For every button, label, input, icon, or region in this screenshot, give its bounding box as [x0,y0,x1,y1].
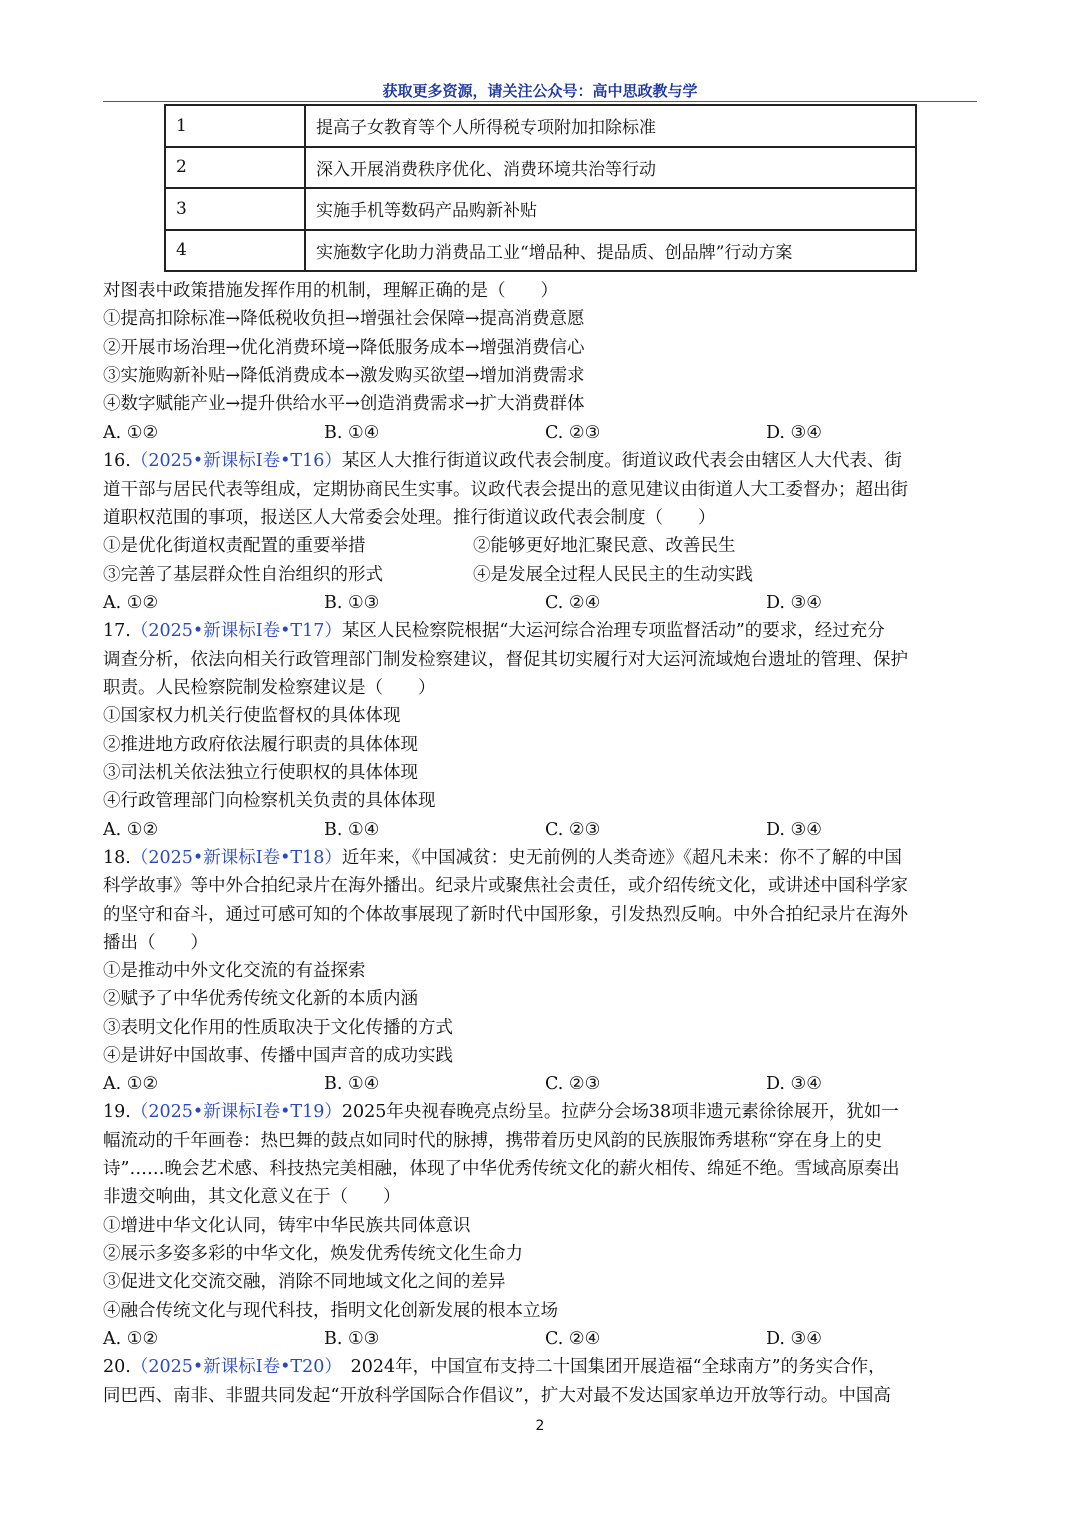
table-cell-num: 3 [165,188,305,230]
q16-item: ①是优化街道权责配置的重要举措 [103,536,366,556]
q20-stem-line [103,1353,980,1381]
q16-stem-line: 道干部与居民代表等组成，定期协商民生实事。议政代表会提出的意见建议由街道人大工委督办；超出街 [103,480,908,500]
q18-options [103,1070,980,1098]
q18-stem-line [103,844,980,872]
page-number: 2 [535,1418,545,1434]
q19-stem-line: 幅流动的千年画卷：热巴舞的鼓点如同时代的脉搏，携带着历史风韵的民族服饰秀堪称“穿在身上的史 [103,1131,882,1151]
option-d: D. ③④ [766,1329,822,1349]
option-a: A. ①② [103,820,159,840]
q16-item: ③完善了基层群众性自治组织的形式 [103,565,383,585]
policy-table [164,104,917,272]
q16-item: ④是发展全过程人民民主的生动实践 [473,565,753,585]
option-b: B. ①④ [324,820,380,840]
option-c: C. ②④ [545,1329,601,1349]
q16-items-row [103,532,980,560]
q19-item: ④融合传统文化与现代科技，指明文化创新发展的根本立场 [103,1301,558,1321]
option-d: D. ③④ [766,593,822,613]
page-header: 获取更多资源，请关注公众号：高中思政教与学 [382,82,698,100]
q15-item: ③实施购新补贴→降低消费成本→激发购买欲望→增加消费需求 [103,366,585,386]
q16-items-row [103,561,980,589]
q15-stem: 对图表中政策措施发挥作用的机制，理解正确的是（ ） [103,281,558,301]
q20-stem-line: 同巴西、南非、非盟共同发起“开放科学国际合作倡议”，扩大对最不发达国家单边开放等行动。中国高 [103,1386,891,1406]
option-c: C. ②④ [545,593,601,613]
question-source: （2025•新课标Ⅰ卷•T16） [130,451,342,471]
option-d: D. ③④ [766,1074,822,1094]
question-text: 2025年央视春晚亮点纷呈。拉萨分会场38项非遗元素徐徐展开，犹如一 [341,1102,899,1122]
q16-stem-line: 道职权范围的事项，报送区人大常委会处理。推行街道议政代表会制度（ ） [103,508,716,528]
q17-options [103,816,980,844]
question-number: 19. [103,1102,131,1122]
option-b: B. ①③ [324,593,380,613]
q19-item: ②展示多姿多彩的中华文化，焕发优秀传统文化生命力 [103,1244,523,1264]
q17-item: ④行政管理部门向检察机关负责的具体体现 [103,791,436,811]
q17-stem-line [103,617,980,645]
q19-stem-line: 非遗交响曲，其文化意义在于（ ） [103,1187,401,1207]
q17-stem-line: 职责。人民检察院制发检察建议是（ ） [103,678,436,698]
table-row [165,230,916,272]
table-row [165,188,916,230]
question-number: 20. [103,1357,131,1377]
q15-item: ①提高扣除标准→降低税收负担→增强社会保障→提高消费意愿 [103,309,585,329]
q18-stem-line: 科学故事》等中外合拍纪录片在海外播出。纪录片或聚焦社会责任，或介绍传统文化，或讲述中国科学家 [103,876,908,896]
option-a: A. ①② [103,423,159,443]
q18-stem-line: 播出（ ） [103,933,208,953]
q17-item: ①国家权力机关行使监督权的具体体现 [103,706,401,726]
q19-item: ③促进文化交流交融，消除不同地域文化之间的差异 [103,1272,506,1292]
q19-options [103,1325,980,1353]
option-c: C. ②③ [545,820,601,840]
question-number: 16. [103,451,131,471]
question-source: （2025•新课标Ⅰ卷•T18） [130,848,342,868]
table-row [165,147,916,189]
q17-item: ②推进地方政府依法履行职责的具体体现 [103,735,418,755]
q19-item: ①增进中华文化认同，铸牢中华民族共同体意识 [103,1216,471,1236]
option-c: C. ②③ [545,1074,601,1094]
q15-item: ④数字赋能产业→提升供给水平→创造消费需求→扩大消费群体 [103,394,585,414]
q15-options [103,419,980,447]
table-row [165,105,916,147]
option-b: B. ①④ [324,1074,380,1094]
q19-stem-line [103,1098,980,1126]
q18-item: ④是讲好中国故事、传播中国声音的成功实践 [103,1046,453,1066]
q16-item: ②能够更好地汇聚民意、改善民生 [473,536,736,556]
option-b: B. ①③ [324,1329,380,1349]
question-source: （2025•新课标Ⅰ卷•T19） [130,1102,342,1122]
option-a: A. ①② [103,1329,159,1349]
q18-item: ①是推动中外文化交流的有益探索 [103,961,366,981]
table-cell-text: 实施数字化助力消费品工业“增品种、提品质、创品牌”行动方案 [305,230,916,272]
question-number: 17. [103,621,131,641]
q15-item: ②开展市场治理→优化消费环境→降低服务成本→增强消费信心 [103,338,585,358]
q16-options [103,589,980,617]
table-cell-num: 1 [165,105,305,147]
table-cell-text: 实施手机等数码产品购新补贴 [305,188,916,230]
option-d: D. ③④ [766,820,822,840]
option-c: C. ②③ [545,423,601,443]
table-cell-text: 深入开展消费秩序优化、消费环境共治等行动 [305,147,916,189]
question-source: （2025•新课标Ⅰ卷•T20） [130,1357,334,1377]
table-cell-num: 4 [165,230,305,272]
q18-item: ②赋予了中华优秀传统文化新的本质内涵 [103,989,418,1009]
table-cell-num: 2 [165,147,305,189]
option-d: D. ③④ [766,423,822,443]
table-cell-text: 提高子女教育等个人所得税专项附加扣除标准 [305,105,916,147]
question-number: 18. [103,848,131,868]
q17-item: ③司法机关依法独立行使职权的具体体现 [103,763,418,783]
question-text: 2024年，中国宣布支持二十国集团开展造福“全球南方”的务实合作， [333,1357,886,1377]
question-text: 近年来，《中国减贫：史无前例的人类奇迹》《超凡未来：你不了解的中国 [341,848,902,868]
option-a: A. ①② [103,593,159,613]
q16-stem-line [103,447,980,475]
question-text: 某区人民检察院根据“大运河综合治理专项监督活动”的要求，经过充分 [341,621,885,641]
question-source: （2025•新课标Ⅰ卷•T17） [130,621,342,641]
option-a: A. ①② [103,1074,159,1094]
option-b: B. ①④ [324,423,380,443]
q18-item: ③表明文化作用的性质取决于文化传播的方式 [103,1018,453,1038]
q19-stem-line: 诗”……晚会艺术感、科技热完美相融，体现了中华优秀传统文化的薪火相传、绵延不绝。雪域高原奏出 [103,1159,900,1179]
q18-stem-line: 的坚守和奋斗，通过可感可知的个体故事展现了新时代中国形象，引发热烈反响。中外合拍纪录片在海外 [103,905,908,925]
header-divider [103,101,977,102]
q17-stem-line: 调查分析，依法向相关行政管理部门制发检察建议，督促其切实履行对大运河流域炮台遗址的管理、保护 [103,650,908,670]
question-text: 某区人大推行街道议政代表会制度。街道议政代表会由辖区人大代表、街 [341,451,902,471]
